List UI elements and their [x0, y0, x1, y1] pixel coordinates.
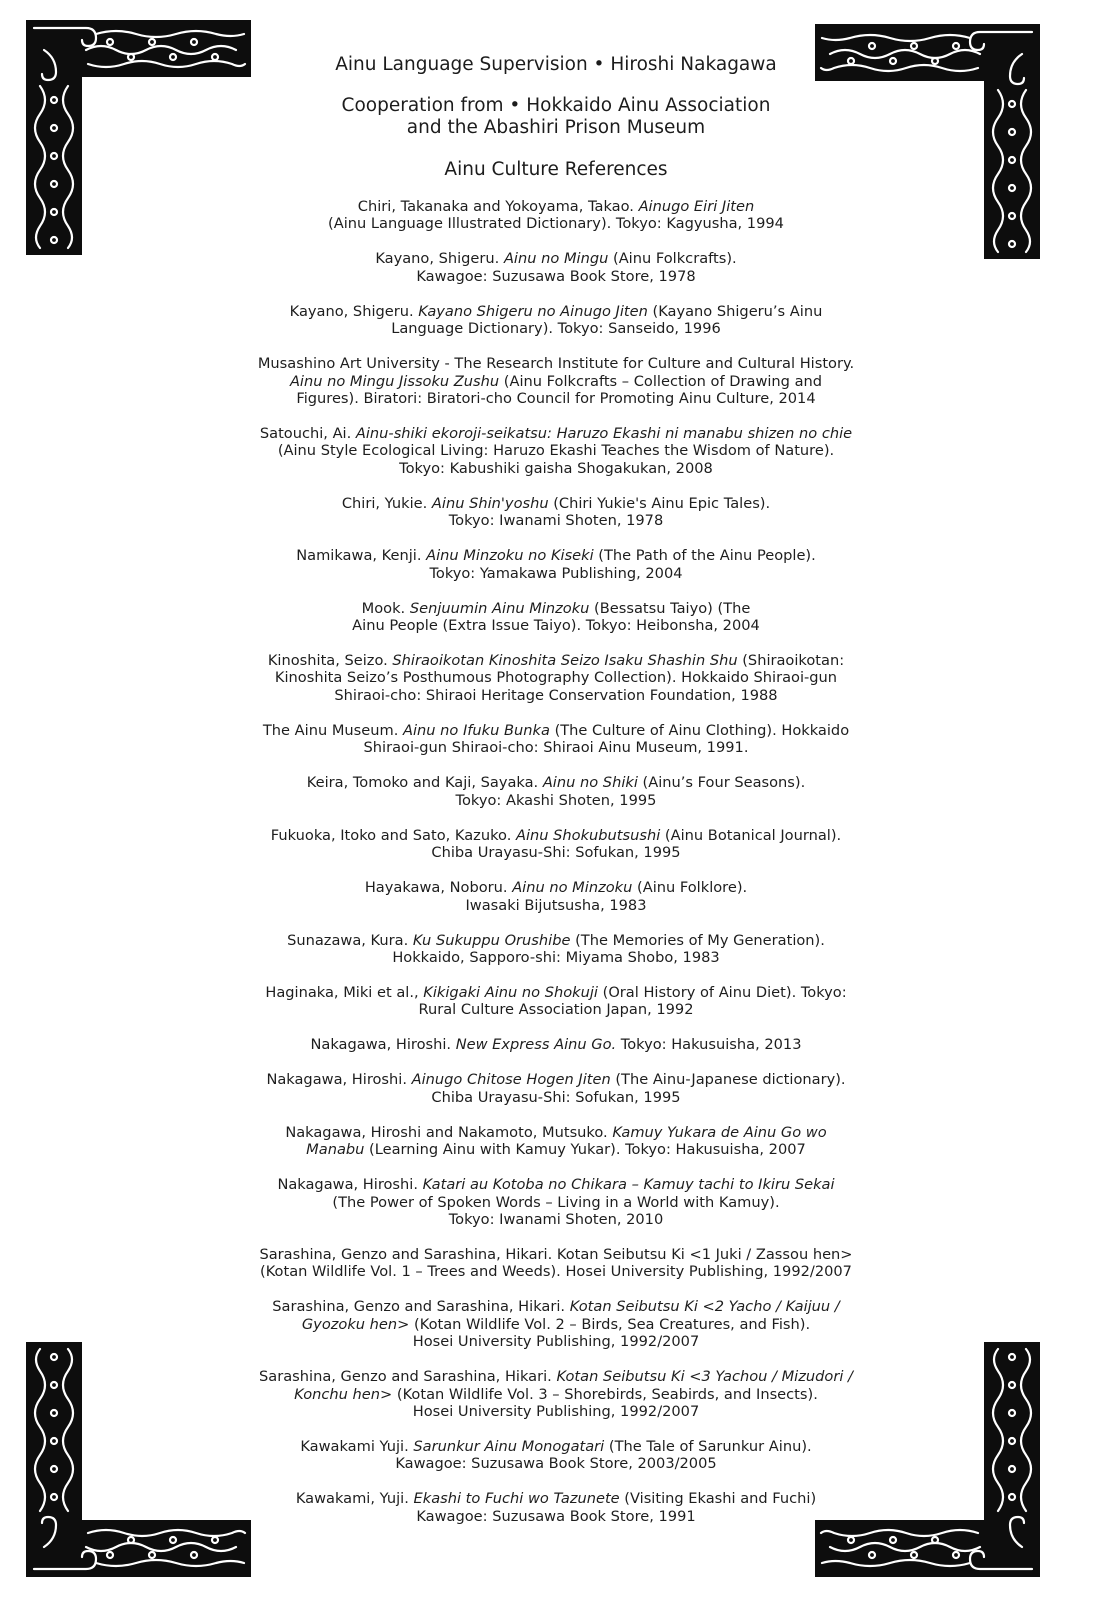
- reference-title-text: New Express Ainu Go.: [455, 1036, 617, 1054]
- reference-line: [220, 792, 892, 809]
- reference-line: [220, 495, 892, 512]
- reference-text: Tokyo: Kabushiki gaisha Shogakukan, 2008: [399, 459, 713, 477]
- reference-line: [220, 1211, 892, 1228]
- reference-line: [220, 687, 892, 704]
- references-list: [220, 198, 892, 1525]
- reference-entry: [220, 600, 892, 635]
- reference-line: [220, 268, 892, 285]
- reference-text: Nakagawa, Hiroshi.: [310, 1036, 456, 1054]
- reference-line: [220, 355, 892, 372]
- reference-text: (Kotan Wildlife Vol. 1 – Trees and Weeds). Hosei University Publishing, 1992/2007: [260, 1263, 852, 1281]
- reference-line: [220, 425, 892, 442]
- reference-line: [220, 373, 892, 390]
- reference-text: (Kotan Wildlife Vol. 2 – Birds, Sea Creatures, and Fish).: [409, 1315, 811, 1333]
- reference-line: [220, 303, 892, 320]
- reference-line: [220, 617, 892, 634]
- reference-title-text: Ainu Shokubutsushi: [515, 826, 661, 844]
- reference-line: [220, 460, 892, 477]
- reference-title-text: Ainu no Minzoku: [512, 879, 633, 897]
- reference-title-text: Ainu no Mingu Jissoku Zushu: [289, 372, 500, 390]
- reference-entry: [220, 355, 892, 407]
- reference-text: Sarashina, Genzo and Sarashina, Hikari.: [259, 1368, 557, 1386]
- reference-line: [220, 1194, 892, 1211]
- reference-entry: [220, 303, 892, 338]
- reference-text: Musashino Art University - The Research Institute for Culture and Cultural History.: [257, 355, 855, 373]
- reference-line: [220, 565, 892, 582]
- reference-entry: [220, 1124, 892, 1159]
- reference-line: [220, 1298, 892, 1315]
- reference-line: [220, 547, 892, 564]
- reference-text: Figures). Biratori: Biratori-cho Council for Promoting Ainu Culture, 2014: [296, 390, 816, 408]
- reference-line: [220, 1368, 892, 1385]
- reference-entry: [220, 879, 892, 914]
- reference-text: Namikawa, Kenji.: [296, 547, 427, 565]
- reference-entry: [220, 1490, 892, 1525]
- reference-line: [220, 897, 892, 914]
- reference-title-text: Konchu hen>: [294, 1385, 393, 1403]
- reference-text: (Ainu Language Illustrated Dictionary). Tokyo: Kagyusha, 1994: [328, 215, 784, 233]
- reference-entry: [220, 547, 892, 582]
- reference-text: Ainu People (Extra Issue Taiyo). Tokyo: Heibonsha, 2004: [352, 617, 760, 635]
- reference-entry: [220, 1368, 892, 1420]
- credits-content: [220, 54, 892, 1543]
- reference-line: [220, 1316, 892, 1333]
- reference-title-text: Ainu no Shiki: [542, 774, 638, 792]
- reference-line: [220, 215, 892, 232]
- reference-text: Haginaka, Miki et al.,: [265, 983, 424, 1001]
- reference-line: [220, 512, 892, 529]
- reference-text: Nakagawa, Hiroshi.: [266, 1071, 412, 1089]
- reference-text: Hosei University Publishing, 1992/2007: [412, 1333, 700, 1351]
- reference-text: Kawagoe: Suzusawa Book Store, 1991: [416, 1507, 696, 1525]
- reference-entry: [220, 198, 892, 233]
- reference-text: (The Memories of My Generation).: [570, 931, 825, 949]
- reference-line: [220, 1386, 892, 1403]
- reference-line: [220, 1036, 892, 1053]
- reference-title-text: Sarunkur Ainu Monogatari: [413, 1437, 605, 1455]
- reference-text: Fukuoka, Itoko and Sato, Kazuko.: [270, 826, 516, 844]
- reference-text: (Oral History of Ainu Diet). Tokyo:: [597, 983, 847, 1001]
- reference-text: Chiri, Takanaka and Yokoyama, Takao.: [357, 198, 639, 215]
- reference-text: Nakagawa, Hiroshi and Nakamoto, Mutsuko.: [285, 1123, 613, 1141]
- reference-line: [220, 879, 892, 896]
- reference-text: Satouchi, Ai.: [259, 425, 356, 443]
- reference-text: Tokyo: Hakusuisha, 2013: [616, 1036, 802, 1054]
- reference-text: (The Tale of Sarunkur Ainu).: [604, 1437, 812, 1455]
- reference-title-text: Gyozoku hen>: [301, 1315, 410, 1333]
- reference-text: Tokyo: Iwanami Shoten, 2010: [448, 1210, 664, 1228]
- reference-line: [220, 932, 892, 949]
- reference-text: Kayano, Shigeru.: [375, 250, 504, 268]
- reference-text: Iwasaki Bijutsusha, 1983: [465, 896, 647, 914]
- reference-line: [220, 1001, 892, 1018]
- reference-entry: [220, 722, 892, 757]
- reference-text: (Shiraoikotan:: [737, 652, 845, 670]
- cooperation-line-1: Cooperation from • Hokkaido Ainu Association: [341, 95, 771, 116]
- reference-text: (Ainu’s Four Seasons).: [637, 774, 806, 792]
- reference-line: [220, 1246, 892, 1263]
- reference-entry: [220, 1298, 892, 1350]
- reference-line: [220, 1263, 892, 1280]
- reference-title-text: Ainugo Chitose Hogen Jiten: [411, 1071, 611, 1089]
- reference-text: Mook.: [361, 599, 410, 617]
- reference-text: Language Dictionary). Tokyo: Sanseido, 1996: [391, 320, 721, 338]
- reference-line: [220, 1124, 892, 1141]
- cooperation-credit: [220, 95, 892, 139]
- reference-text: Chiba Urayasu-Shi: Sofukan, 1995: [431, 1088, 681, 1106]
- reference-title-text: Kikigaki Ainu no Shokuji: [423, 983, 598, 1001]
- reference-text: Hayakawa, Noboru.: [364, 879, 513, 897]
- reference-text: Hosei University Publishing, 1992/2007: [412, 1402, 700, 1420]
- reference-title-text: Ainugo Eiri Jiten: [638, 198, 755, 215]
- reference-text: (Ainu Folkcrafts).: [608, 250, 737, 268]
- reference-text: Sarashina, Genzo and Sarashina, Hikari. Kotan Seibutsu Ki <1 Juki / Zassou hen>: [259, 1245, 853, 1263]
- reference-line: [220, 984, 892, 1001]
- reference-line: [220, 1490, 892, 1507]
- reference-text: Kawagoe: Suzusawa Book Store, 1978: [416, 267, 696, 285]
- reference-entry: [220, 652, 892, 704]
- reference-text: Tokyo: Iwanami Shoten, 1978: [448, 512, 664, 530]
- reference-text: (Ainu Folkcrafts – Collection of Drawing and: [499, 372, 823, 390]
- reference-text: Tokyo: Yamakawa Publishing, 2004: [429, 564, 683, 582]
- reference-line: [220, 442, 892, 459]
- reference-text: Kayano, Shigeru.: [289, 302, 419, 320]
- reference-title-text: Kotan Seibutsu Ki <3 Yachou / Mizudori /: [556, 1368, 853, 1386]
- reference-entry: [220, 495, 892, 530]
- reference-title-text: Kamuy Yukara de Ainu Go wo: [612, 1123, 827, 1141]
- reference-text: Tokyo: Akashi Shoten, 1995: [455, 791, 657, 809]
- reference-text: (Ainu Folklore).: [632, 879, 748, 897]
- reference-line: [220, 1455, 892, 1472]
- reference-line: [220, 774, 892, 791]
- reference-line: [220, 1403, 892, 1420]
- reference-line: [220, 652, 892, 669]
- reference-text: (The Ainu-Japanese dictionary).: [610, 1071, 846, 1089]
- reference-line: [220, 198, 892, 215]
- reference-title-text: Ainu Shin'yoshu: [431, 494, 549, 512]
- reference-text: The Ainu Museum.: [262, 721, 403, 739]
- reference-entry: [220, 425, 892, 477]
- reference-title-text: Senjuumin Ainu Minzoku: [409, 599, 590, 617]
- reference-entry: [220, 1071, 892, 1106]
- reference-line: [220, 250, 892, 267]
- reference-text: Kawakami Yuji.: [300, 1437, 414, 1455]
- reference-line: [220, 320, 892, 337]
- reference-text: (Learning Ainu with Kamuy Yukar). Tokyo: Hakusuisha, 2007: [364, 1141, 806, 1159]
- reference-title-text: Ainu-shiki ekoroji-seikatsu: Haruzo Ekashi ni manabu shizen no chie: [355, 425, 853, 443]
- reference-title-text: Ku Sukuppu Orushibe: [412, 931, 571, 949]
- references-title: Ainu Culture References: [444, 159, 668, 180]
- reference-text: Hokkaido, Sapporo-shi: Miyama Shobo, 1983: [392, 948, 720, 966]
- reference-text: (Bessatsu Taiyo) (The: [589, 599, 751, 617]
- reference-title-text: Ainu no Ifuku Bunka: [403, 721, 550, 739]
- reference-text: Kinoshita, Seizo.: [267, 652, 393, 670]
- reference-text: (Visiting Ekashi and Fuchi): [619, 1490, 817, 1508]
- reference-title-text: Kotan Seibutsu Ki <2 Yacho / Kaijuu /: [569, 1298, 840, 1316]
- reference-line: [220, 827, 892, 844]
- reference-entry: [220, 1176, 892, 1228]
- reference-text: (Kotan Wildlife Vol. 3 – Shorebirds, Seabirds, and Insects).: [392, 1385, 818, 1403]
- reference-text: (The Path of the Ainu People).: [593, 547, 816, 565]
- reference-title-text: Ekashi to Fuchi wo Tazunete: [413, 1490, 620, 1508]
- reference-line: [220, 669, 892, 686]
- reference-title-text: Shiraoikotan Kinoshita Seizo Isaku Shashin Shu: [392, 652, 738, 670]
- reference-line: [220, 1089, 892, 1106]
- reference-line: [220, 600, 892, 617]
- reference-text: Chiba Urayasu-Shi: Sofukan, 1995: [431, 844, 681, 862]
- reference-line: [220, 949, 892, 966]
- reference-text: Shiraoi-cho: Shiraoi Heritage Conservation Foundation, 1988: [334, 686, 778, 704]
- reference-line: [220, 1438, 892, 1455]
- reference-text: (Kayano Shigeru’s Ainu: [647, 302, 823, 320]
- reference-text: Kawakami, Yuji.: [295, 1490, 414, 1508]
- reference-line: [220, 844, 892, 861]
- supervision-credit: Ainu Language Supervision • Hiroshi Nakagawa: [335, 54, 777, 75]
- reference-text: (The Culture of Ainu Clothing). Hokkaido: [549, 721, 850, 739]
- reference-entry: [220, 1246, 892, 1281]
- reference-text: Kawagoe: Suzusawa Book Store, 2003/2005: [395, 1455, 717, 1473]
- reference-entry: [220, 774, 892, 809]
- reference-text: Sarashina, Genzo and Sarashina, Hikari.: [272, 1298, 570, 1316]
- cooperation-line-2: and the Abashiri Prison Museum: [406, 117, 706, 138]
- reference-line: [220, 722, 892, 739]
- reference-line: [220, 739, 892, 756]
- reference-entry: [220, 1036, 892, 1053]
- reference-text: Sunazawa, Kura.: [287, 931, 413, 949]
- reference-entry: [220, 827, 892, 862]
- reference-text: (Ainu Style Ecological Living: Haruzo Ekashi Teaches the Wisdom of Nature).: [277, 442, 835, 460]
- reference-text: Rural Culture Association Japan, 1992: [418, 1001, 694, 1019]
- reference-entry: [220, 932, 892, 967]
- reference-text: Nakagawa, Hiroshi.: [277, 1176, 423, 1194]
- reference-text: Keira, Tomoko and Kaji, Sayaka.: [306, 774, 543, 792]
- reference-title-text: Kayano Shigeru no Ainugo Jiten: [418, 302, 648, 320]
- reference-entry: [220, 984, 892, 1019]
- reference-text: Kinoshita Seizo’s Posthumous Photography Collection). Hokkaido Shiraoi-gun: [274, 669, 838, 687]
- reference-line: [220, 390, 892, 407]
- reference-line: [220, 1508, 892, 1525]
- reference-text: (Ainu Botanical Journal).: [660, 826, 842, 844]
- reference-line: [220, 1071, 892, 1088]
- reference-title-text: Ainu Minzoku no Kiseki: [426, 547, 594, 565]
- reference-text: (Chiri Yukie's Ainu Epic Tales).: [548, 494, 771, 512]
- reference-title-text: Manabu: [306, 1141, 365, 1159]
- reference-entry: [220, 250, 892, 285]
- reference-line: [220, 1333, 892, 1350]
- reference-text: Chiri, Yukie.: [341, 494, 432, 512]
- reference-text: Shiraoi-gun Shiraoi-cho: Shiraoi Ainu Museum, 1991.: [363, 739, 749, 757]
- reference-title-text: Katari au Kotoba no Chikara – Kamuy tachi to Ikiru Sekai: [422, 1176, 835, 1194]
- reference-title-text: Ainu no Mingu: [503, 250, 609, 268]
- reference-line: [220, 1176, 892, 1193]
- reference-text: (The Power of Spoken Words – Living in a World with Kamuy).: [332, 1193, 780, 1211]
- reference-line: [220, 1141, 892, 1158]
- reference-entry: [220, 1438, 892, 1473]
